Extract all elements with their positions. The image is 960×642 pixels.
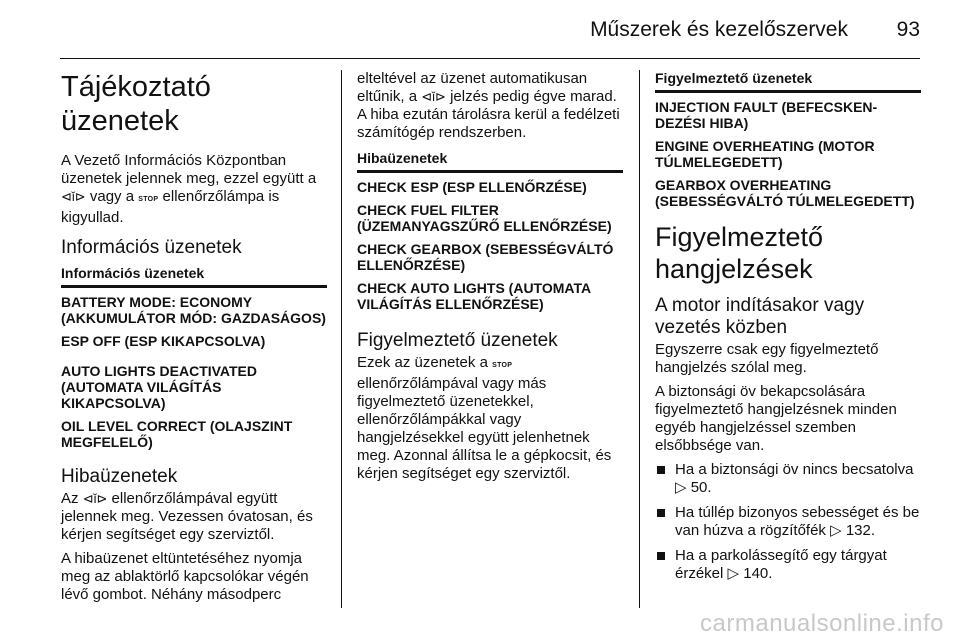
info-message: ESP OFF (ESP KIKAPCSOLVA): [61, 333, 266, 349]
error-message: CHECK AUTO LIGHTS (AUTOMATA VILÁGÍTÁS ELLENŐRZÉSE): [357, 280, 591, 312]
bullet-square-icon: [657, 552, 665, 560]
error-clear-paragraph: A hibaüzenet eltüntetéséhez nyomja meg az ablaktörlő kapcsolókar végén lévő gombot. Néhány másodperc: [61, 550, 309, 603]
warning-intro-paragraph: Ezek az üzenetek a STOP ellenőrzőlámpával vagy más figyelmeztető üzenetekkel, ellenőrzőlámpákkal vagy hangjelzésekkel együtt jelenhetnek meg. Azonnal állítsa le a gépkocsit, és kérjen segítséget egy szerviztől.: [357, 354, 612, 482]
error-table-header: Hibaüzenetek: [357, 150, 623, 173]
list-item: Ha túllép bizonyos sebességet és be van húzva a rögzítőfék ▷ 132.: [655, 504, 921, 540]
warning-table-header: Figyelmeztető üzenetek: [655, 70, 921, 93]
warning-message: INJECTION FAULT (BEFECSKEN-DEZÉSI HIBA): [655, 99, 878, 131]
list-item: Ha a biztonsági öv nincs becsatolva ▷ 50.: [655, 461, 921, 497]
continued-paragraph: elteltével az üzenet automatikusan eltűnik, a ⊲ǐ⊳ jelzés pedig égve marad. A hiba ezután tárolásra kerül a fedélzeti számítógép rendszerben.: [357, 70, 620, 141]
engine-warning-icon: ⊲ǐ⊳: [61, 189, 86, 204]
subsection-heading: Figyelmeztető üzenetek: [357, 330, 558, 351]
info-message: BATTERY MODE: ECONOMY (AKKUMULÁTOR MÓD: GAZDASÁGOS): [61, 294, 326, 326]
error-message: CHECK GEARBOX (SEBESSÉGVÁLTÓ ELLENŐRZÉSE): [357, 241, 614, 273]
paragraph: Egyszerre csak egy figyelmeztető hangjelzés szólal meg.: [655, 341, 879, 376]
list-item: Ha a parkolássegítő egy tárgyat érzékel ▷ 140.: [655, 547, 921, 583]
watermark: carmanualsonline.info: [700, 610, 944, 637]
bullet-square-icon: [657, 466, 665, 474]
page-reference-link[interactable]: 132.: [845, 522, 876, 539]
subsection-heading: Információs üzenetek: [61, 237, 242, 258]
warning-message: GEARBOX OVERHEATING (SEBESSÉGVÁLTÓ TÚLMELEGEDETT): [655, 177, 915, 209]
error-message: CHECK FUEL FILTER (ÜZEMANYAGSZŰRŐ ELLENŐRZÉSE): [357, 202, 612, 234]
column-divider: [639, 70, 640, 608]
page-reference-link[interactable]: 50.: [690, 479, 712, 496]
reference-arrow-icon: ▷: [727, 565, 740, 582]
subsection-heading: A motor indításakor vagy vezetés közben: [655, 295, 865, 338]
intro-paragraph: A Vezető Információs Központban üzenetek jelennek meg, ezzel együtt a ⊲ǐ⊳ vagy a STOP ellenőrzőlámpa is kigyullad.: [61, 152, 317, 226]
running-header-title: Műszerek és kezelőszervek: [590, 18, 848, 41]
error-intro-paragraph: Az ⊲ǐ⊳ ellenőrzőlámpával együtt jelennek meg. Vezessen óvatosan, és kérjen segítséget egy szerviztől.: [61, 490, 313, 543]
column-divider: [341, 70, 342, 608]
engine-warning-icon: ⊲ǐ⊳: [421, 89, 446, 104]
info-message: OIL LEVEL CORRECT (OLAJSZINT MEGFELELŐ): [61, 418, 293, 450]
page-number: 93: [896, 18, 920, 41]
page-reference-link[interactable]: 140.: [743, 565, 773, 582]
stop-icon: STOP: [492, 362, 513, 369]
header-rule: [60, 58, 920, 59]
bullet-square-icon: [657, 509, 665, 517]
warning-message: ENGINE OVERHEATING (MOTOR TÚLMELEGEDETT): [655, 138, 875, 170]
stop-icon: STOP: [138, 196, 159, 203]
paragraph: A biztonsági öv bekapcsolására figyelmeztető hangjelzésnek minden egyéb hangjelzéssel szemben elsőbbsége van.: [655, 383, 897, 454]
bullet-list: [655, 461, 921, 583]
column-3: [655, 70, 921, 590]
error-message: CHECK ESP (ESP ELLENŐRZÉSE): [357, 179, 587, 195]
subsection-heading: Hibaüzenetek: [61, 466, 178, 487]
reference-arrow-icon: ▷: [830, 522, 842, 539]
info-table-header: Információs üzenetek: [61, 265, 327, 288]
reference-arrow-icon: ▷: [675, 479, 687, 496]
section-title: Figyelmeztető hangjelzések: [655, 222, 824, 284]
column-2: [357, 70, 623, 489]
info-message: AUTO LIGHTS DEACTIVATED (AUTOMATA VILÁGÍTÁS KIKAPCSOLVA): [61, 363, 257, 411]
column-1: [61, 70, 327, 610]
section-title: Tájékoztató üzenetek: [61, 71, 211, 137]
engine-warning-icon: ⊲ǐ⊳: [82, 491, 108, 506]
page-header: [60, 18, 920, 58]
